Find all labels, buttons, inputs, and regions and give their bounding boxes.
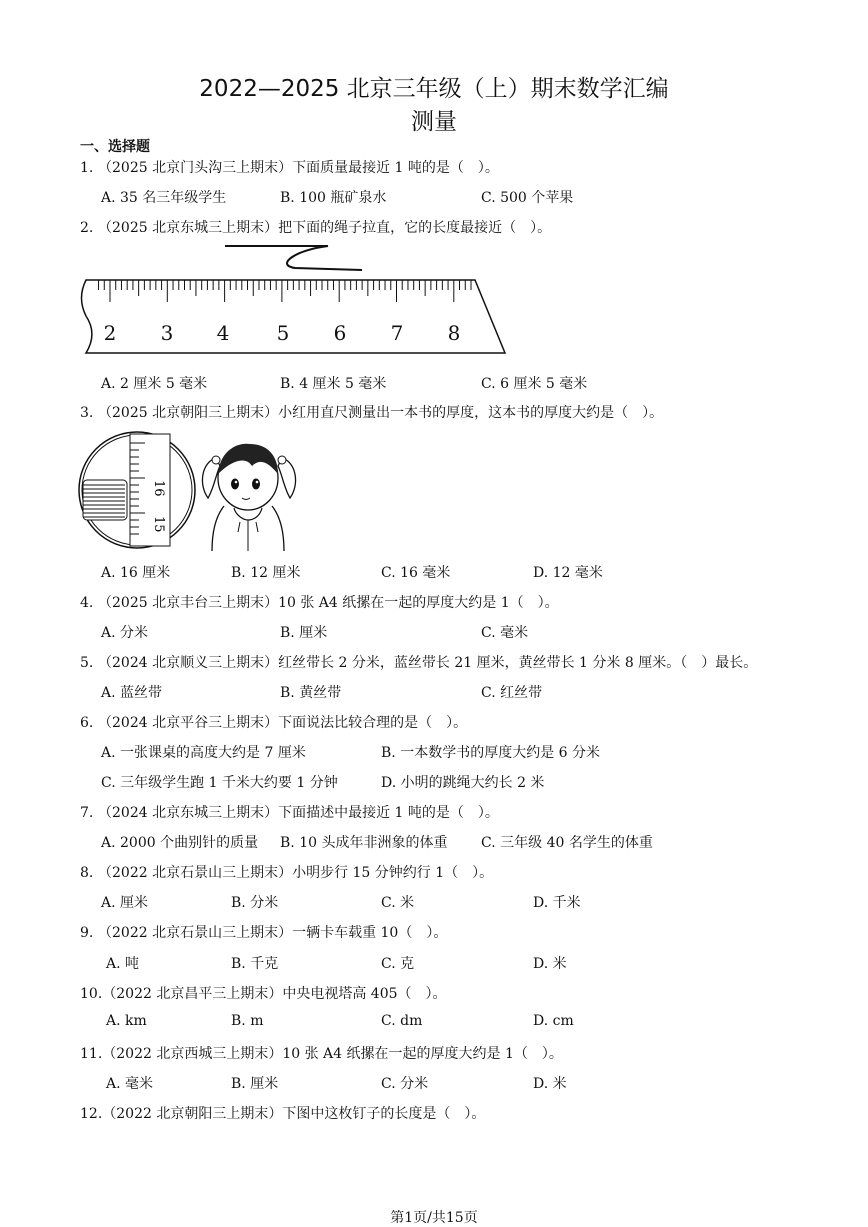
magnifier-label-15: 15: [151, 516, 166, 533]
q1-option-c: C. 500 个苹果: [481, 190, 574, 206]
q10-option-c: C. dm: [381, 1013, 423, 1029]
q6-option-c: C. 三年级学生跑 1 千米大约要 1 分钟: [101, 775, 338, 791]
ruler-label: 8: [447, 321, 461, 345]
q1-option-a: A. 35 名三年级学生: [101, 190, 227, 206]
q3-option-b: B. 12 厘米: [231, 565, 301, 581]
question-7: 7. （2024 北京东城三上期末）下面描述中最接近 1 吨的是（ ）。: [80, 805, 499, 821]
ruler-label: 3: [160, 321, 174, 345]
q1-option-b: B. 100 瓶矿泉水: [280, 190, 387, 206]
q6-option-b: B. 一本数学书的厚度大约是 6 分米: [381, 745, 600, 761]
question-5: 5. （2024 北京顺义三上期末）红丝带长 2 分米，蓝丝带长 21 厘米，黄丝带长 1 分米 8 厘米。（ ）最长。: [80, 655, 758, 671]
q2-option-a: A. 2 厘米 5 毫米: [101, 376, 208, 392]
q9-option-d: D. 米: [533, 956, 567, 972]
question-8: 8. （2022 北京石景山三上期末）小明步行 15 分钟约行 1（ ）。: [80, 865, 494, 881]
question-10: 10.（2022 北京昌平三上期末）中央电视塔高 405（ ）。: [80, 986, 447, 1002]
magnifier-figure: [75, 428, 205, 553]
question-2: 2. （2025 北京东城三上期末）把下面的绳子拉直，它的长度最接近（ ）。: [80, 220, 552, 236]
ruler-label: 5: [276, 321, 290, 345]
q4-option-c: C. 毫米: [481, 625, 529, 641]
page-footer: 第1页/共15页: [390, 1210, 478, 1226]
q11-option-b: B. 厘米: [231, 1076, 279, 1092]
rope-line: [225, 246, 362, 270]
q7-option-c: C. 三年级 40 名学生的体重: [481, 835, 653, 851]
q5-option-a: A. 蓝丝带: [101, 685, 163, 701]
section-heading: 一、选择题: [80, 139, 150, 155]
q10-option-d: D. cm: [533, 1013, 574, 1029]
question-4: 4. （2025 北京丰台三上期末）10 张 A4 纸摞在一起的厚度大约是 1（ ）。: [80, 595, 559, 611]
q8-option-b: B. 分米: [231, 895, 279, 911]
q6-option-d: D. 小明的跳绳大约长 2 米: [381, 775, 545, 791]
question-6: 6. （2024 北京平谷三上期末）下面说法比较合理的是（ ）。: [80, 715, 468, 731]
ruler-with-rope-figure: [80, 240, 510, 362]
ruler-body: [82, 280, 506, 353]
question-12: 12.（2022 北京朝阳三上期末）下图中这枚钉子的长度是（ ）。: [80, 1106, 486, 1122]
question-3: 3. （2025 北京朝阳三上期末）小红用直尺测量出一本书的厚度，这本书的厚度大约是（ ）。: [80, 405, 664, 421]
q9-option-c: C. 克: [381, 956, 415, 972]
ruler-label: 6: [333, 321, 347, 345]
q6-option-a: A. 一张课桌的高度大约是 7 厘米: [101, 745, 306, 761]
ruler-label: 2: [103, 321, 117, 345]
document-subtitle: 测量: [411, 109, 457, 135]
q11-option-d: D. 米: [533, 1076, 567, 1092]
q10-option-a: A. km: [106, 1013, 147, 1029]
ruler-label: 4: [216, 321, 230, 345]
q3-option-c: C. 16 毫米: [381, 565, 451, 581]
q3-option-a: A. 16 厘米: [101, 565, 171, 581]
q9-option-b: B. 千克: [231, 956, 279, 972]
q11-option-c: C. 分米: [381, 1076, 429, 1092]
ruler-label: 7: [390, 321, 404, 345]
q4-option-b: B. 厘米: [280, 625, 328, 641]
q4-option-a: A. 分米: [101, 625, 149, 641]
girl-illustration: [198, 436, 303, 551]
q2-option-b: B. 4 厘米 5 毫米: [280, 376, 387, 392]
question-9: 9. （2022 北京石景山三上期末）一辆卡车载重 10（ ）。: [80, 925, 448, 941]
q8-option-c: C. 米: [381, 895, 415, 911]
document-title: 2022—2025 北京三年级（上）期末数学汇编: [199, 76, 669, 102]
q2-option-c: C. 6 厘米 5 毫米: [481, 376, 588, 392]
q3-option-d: D. 12 毫米: [533, 565, 603, 581]
question-11: 11.（2022 北京西城三上期末）10 张 A4 纸摞在一起的厚度大约是 1（ ）。: [80, 1046, 563, 1062]
magnifier-label-16: 16: [151, 480, 166, 497]
q9-option-a: A. 吨: [106, 956, 140, 972]
q11-option-a: A. 毫米: [106, 1076, 154, 1092]
q7-option-b: B. 10 头成年非洲象的体重: [280, 835, 448, 851]
q7-option-a: A. 2000 个曲别针的质量: [101, 835, 259, 851]
question-1: 1. （2025 北京门头沟三上期末）下面质量最接近 1 吨的是（ ）。: [80, 160, 499, 176]
q5-option-b: B. 黄丝带: [280, 685, 342, 701]
q8-option-a: A. 厘米: [101, 895, 149, 911]
q10-option-b: B. m: [231, 1013, 264, 1029]
q8-option-d: D. 千米: [533, 895, 581, 911]
q5-option-c: C. 红丝带: [481, 685, 543, 701]
